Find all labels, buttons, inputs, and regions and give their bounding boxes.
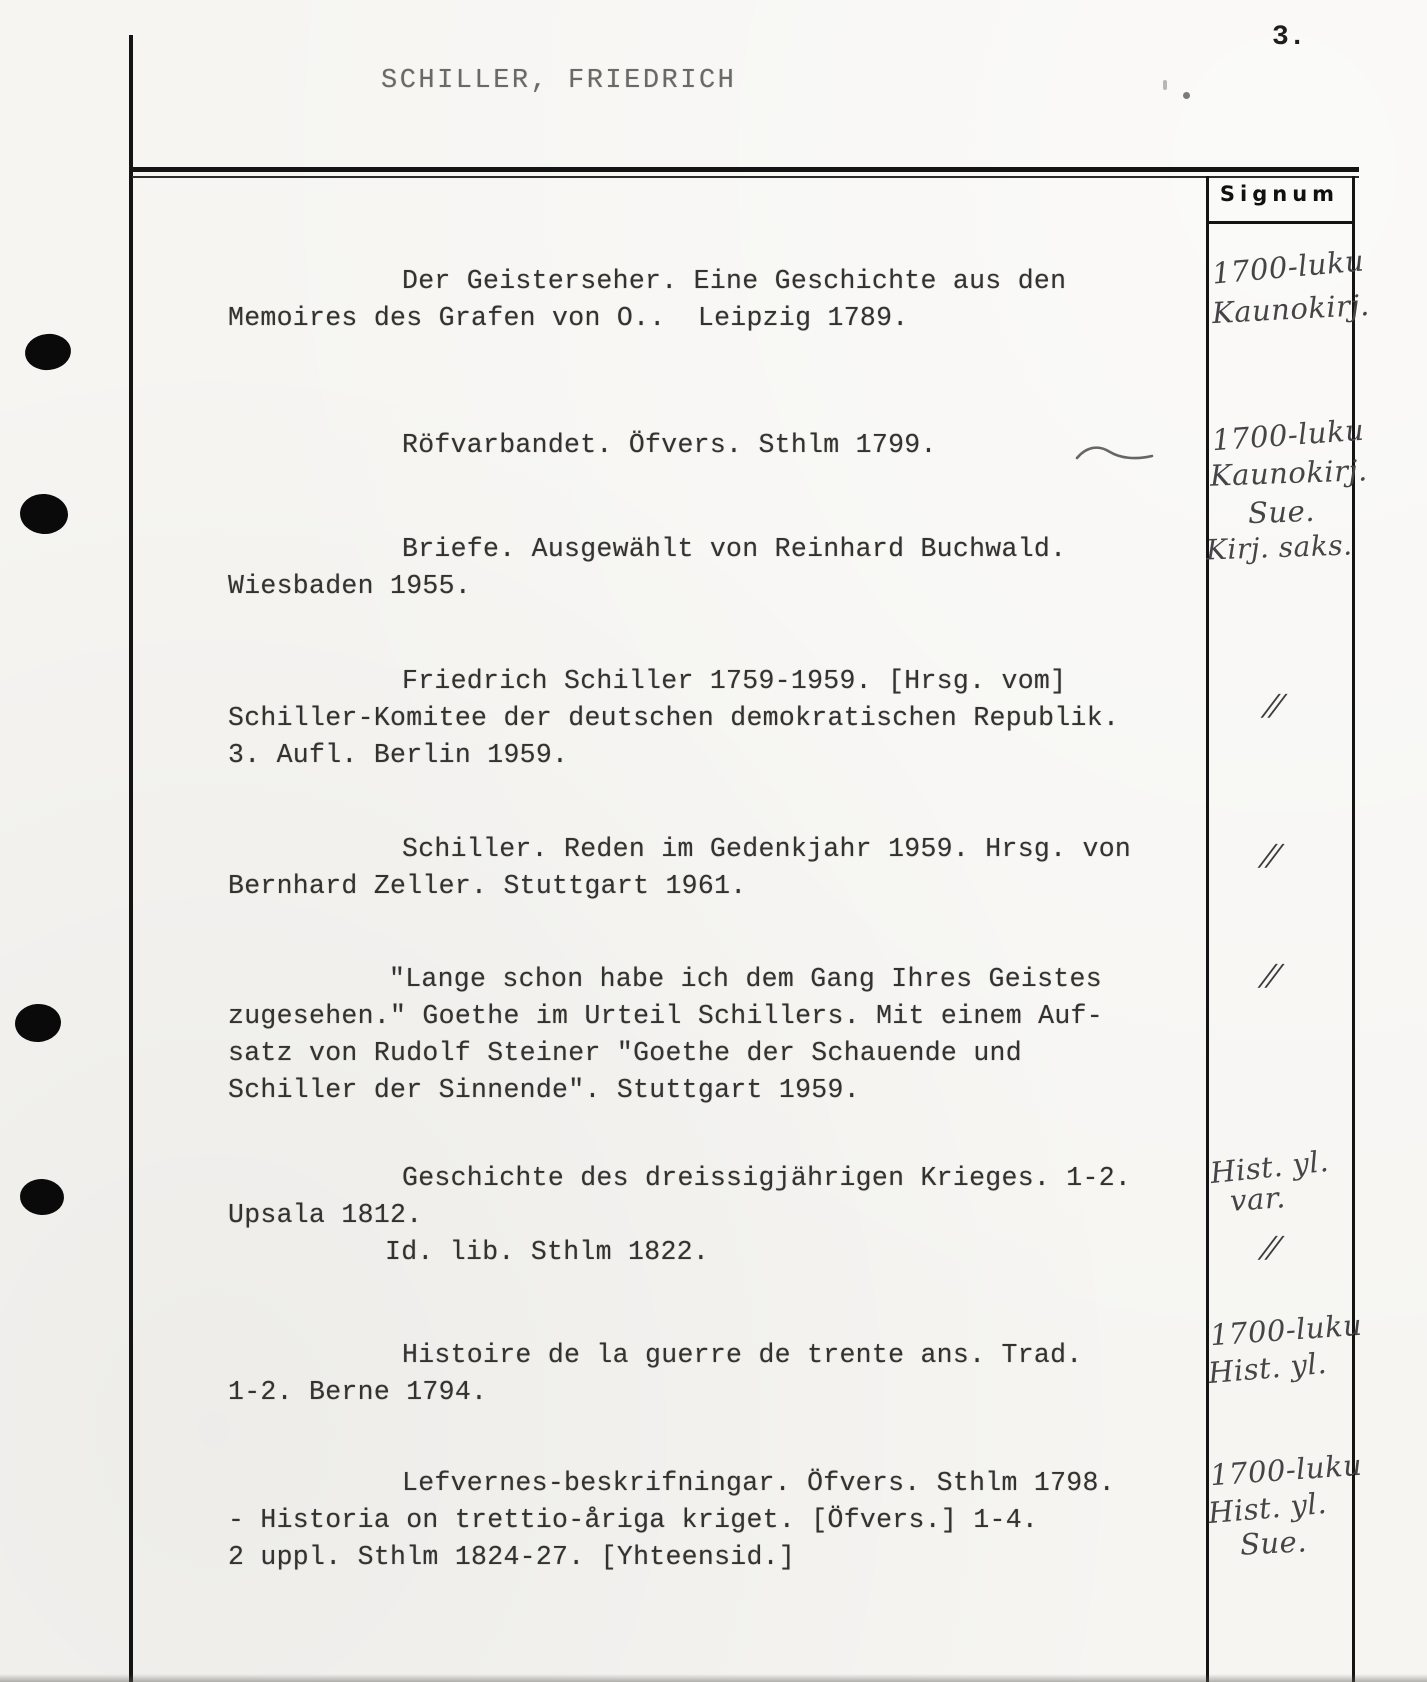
handwritten-squiggle-mark xyxy=(1075,442,1155,466)
signum-note: Kaunokirj. xyxy=(1209,453,1369,493)
table-top-rule-thick xyxy=(132,167,1359,172)
page-title: SCHILLER, FRIEDRICH xyxy=(381,66,737,96)
signum-note: Kaunokirj. xyxy=(1211,287,1371,331)
entry-line: Schiller. Reden im Gedenkjahr 1959. Hrsg. von xyxy=(402,834,1132,864)
signum-note: var. xyxy=(1228,1180,1287,1218)
table-top-rule-thin xyxy=(132,176,1359,178)
entry-line: Upsala 1812. xyxy=(228,1200,423,1230)
punch-hole xyxy=(19,1178,65,1216)
entry-line: Id. lib. Sthlm 1822. xyxy=(385,1237,710,1267)
punch-hole xyxy=(19,492,70,535)
signum-note: 1700-luku xyxy=(1210,412,1366,458)
entry-line: Friedrich Schiller 1759-1959. [Hrsg. vom] xyxy=(402,666,1067,696)
entry-line: "Lange schon habe ich dem Gang Ihres Geistes xyxy=(389,964,1102,994)
entry-line: 3. Aufl. Berlin 1959. xyxy=(228,740,569,770)
entry-line: Bernhard Zeller. Stuttgart 1961. xyxy=(228,871,747,901)
entry-line: Histoire de la guerre de trente ans. Trad. xyxy=(402,1340,1083,1370)
entry-line: satz von Rudolf Steiner "Goethe der Schauende und xyxy=(228,1038,1022,1068)
ditto-mark: // xyxy=(1258,958,1281,992)
left-margin-line xyxy=(129,35,133,1682)
signum-header-underline xyxy=(1206,221,1355,224)
signum-note: Sue. xyxy=(1247,493,1316,531)
entry-line: Schiller-Komitee der deutschen demokratischen Republik. xyxy=(228,703,1120,733)
signum-note: Kirj. saks. xyxy=(1205,528,1354,567)
signum-note: Hist. yl. xyxy=(1208,1143,1331,1191)
entry-line: 2 uppl. Sthlm 1824-27. [Yhteensid.] xyxy=(228,1542,796,1572)
ditto-mark: // xyxy=(1261,688,1284,722)
entry-line: Briefe. Ausgewählt von Reinhard Buchwald. xyxy=(402,534,1067,564)
signum-note: Hist. yl. xyxy=(1206,1345,1329,1391)
signum-note: 1700-luku xyxy=(1208,1307,1364,1353)
entry-line: Geschichte des dreissigjährigen Krieges. 1-2. xyxy=(402,1163,1132,1193)
entry-line: Wiesbaden 1955. xyxy=(228,571,472,601)
signum-note: Sue. xyxy=(1239,1524,1308,1562)
signum-note: Hist. yl. xyxy=(1206,1485,1329,1531)
ditto-mark: // xyxy=(1258,838,1281,872)
entry-line: - Historia on trettio-åriga kriget. [Öfvers.] 1-4. xyxy=(228,1505,1039,1535)
signum-column-header: Signum xyxy=(1219,182,1340,206)
entry-line: Lefvernes-beskrifningar. Öfvers. Sthlm 1798. xyxy=(402,1468,1115,1498)
punch-hole xyxy=(14,1002,63,1043)
ditto-mark: // xyxy=(1258,1230,1281,1264)
entry-line: Der Geisterseher. Eine Geschichte aus den xyxy=(402,266,1067,296)
signum-note: 1700-luku xyxy=(1208,1447,1364,1493)
ink-speck xyxy=(1163,80,1167,90)
entry-line: Memoires des Grafen von O.. Leipzig 1789. xyxy=(228,303,909,333)
entry-line: Röfvarbandet. Öfvers. Sthlm 1799. xyxy=(402,430,937,460)
entry-line: Schiller der Sinnende". Stuttgart 1959. xyxy=(228,1075,860,1105)
ink-speck xyxy=(1183,92,1190,99)
page-number: 3. xyxy=(1272,22,1306,53)
entry-line: 1-2. Berne 1794. xyxy=(228,1377,488,1407)
signum-note: 1700-luku xyxy=(1210,243,1366,291)
signum-column-left-line xyxy=(1206,176,1209,1682)
punch-hole xyxy=(23,332,73,373)
entry-line: zugesehen." Goethe im Urteil Schillers. Mit einem Auf- xyxy=(228,1001,1103,1031)
scan-bottom-edge-shadow xyxy=(0,1674,1427,1682)
